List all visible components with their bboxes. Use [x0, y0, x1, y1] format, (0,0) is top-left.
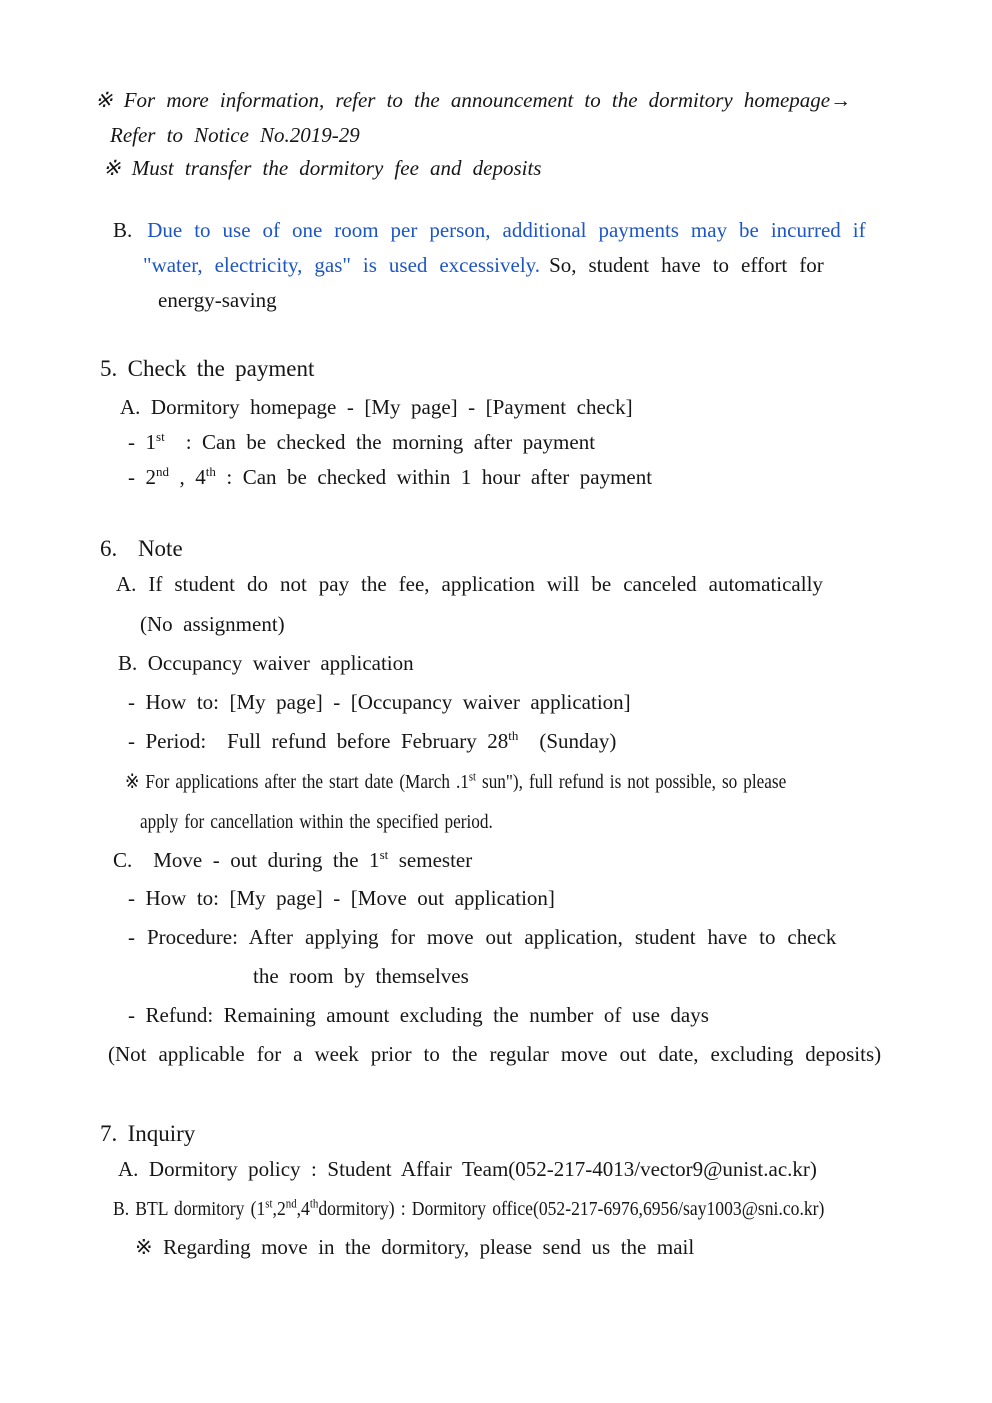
- section-6-heading: [100, 535, 183, 563]
- item-b7-pre: B. BTL dormitory (1: [113, 1198, 266, 1220]
- section-6-c-procedure-1: [128, 925, 836, 950]
- section-6-item-a-2-text: (No assignment): [140, 612, 285, 636]
- section-5-heading-text: 5. Check the payment: [100, 356, 315, 381]
- b-note-pre: ※ For applications after the start date (March .1: [125, 771, 469, 793]
- item-b-black-2: So, student have to effort for: [549, 253, 824, 277]
- item-c-post: semester: [388, 848, 473, 872]
- top-note-3: [103, 156, 541, 181]
- section-7-heading-text: 7. Inquiry: [100, 1121, 196, 1146]
- period-post: (Sunday): [518, 729, 617, 753]
- section-7-item-a: [118, 1157, 817, 1182]
- item-b7-m1: ,2: [272, 1198, 286, 1220]
- item-b-blue-1: Due to use of one room per person, additional payments may be incurred if: [147, 218, 866, 242]
- section-6-item-a-2: [140, 612, 285, 637]
- section-5-item-a: [120, 395, 633, 420]
- section-6-heading-text: 6. Note: [100, 536, 183, 561]
- section-6-b-period: [128, 729, 616, 754]
- section-6-item-c: [113, 848, 472, 873]
- bullet-2-post: : Can be checked within 1 hour after payment: [215, 465, 653, 489]
- bullet-2-sup1: nd: [156, 464, 170, 479]
- item-c-pre: C. Move - out during the 1: [113, 848, 380, 872]
- item-b7-post: dormitory) : Dormitory office(052-217-6976,6956/say1003@sni.co.kr): [318, 1198, 825, 1220]
- section-6-c-refund-note-text: (Not applicable for a week prior to the regular move out date, excluding deposits): [108, 1042, 882, 1066]
- section-6-b-note-2-text: apply for cancellation within the specified period.: [140, 811, 493, 833]
- top-note-1-text: ※ For more information, refer to the announcement to the dormitory homepage→: [95, 88, 852, 112]
- item-b7-sup1: st: [265, 1196, 273, 1211]
- bullet-1-pre: - 1: [128, 430, 156, 454]
- section-6-c-refund-note: [108, 1042, 881, 1067]
- section-5-bullet-1: [128, 430, 595, 455]
- section-6-c-refund: [128, 1003, 709, 1028]
- bullet-1-post: : Can be checked the morning after payment: [164, 430, 596, 454]
- section-6-c-procedure-1-text: - Procedure: After applying for move out application, student have to check: [128, 925, 837, 949]
- section-7-item-b: [113, 1197, 824, 1221]
- item-b-label: B.: [113, 218, 133, 242]
- item-b-line-3-text: energy-saving: [158, 288, 277, 312]
- top-note-2-text: Refer to Notice No.2019-29: [110, 123, 360, 147]
- item-c-sup: st: [379, 847, 389, 862]
- section-6-c-howto-text: - How to: [My page] - [Move out application]: [128, 886, 555, 910]
- bullet-2-mid: , 4: [169, 465, 206, 489]
- b-note-post: sun"), full refund is not possible, so please: [475, 771, 787, 793]
- period-pre: - Period: Full refund before February 28: [128, 729, 509, 753]
- item-b-line-3: [158, 288, 277, 313]
- section-6-item-b-text: B. Occupancy waiver application: [118, 651, 414, 675]
- bullet-2-pre: - 2: [128, 465, 156, 489]
- section-7-note-text: ※ Regarding move in the dormitory, please send us the mail: [135, 1235, 695, 1259]
- bullet-1-sup: st: [156, 429, 165, 444]
- item-b7-m2: ,4: [296, 1198, 310, 1220]
- section-5-item-a-text: A. Dormitory homepage - [My page] - [Payment check]: [120, 395, 633, 419]
- section-7-heading: [100, 1120, 195, 1148]
- bullet-2-sup2: th: [205, 464, 216, 479]
- item-b-blue-2: "water, electricity, gas" is used excessively.: [143, 253, 541, 277]
- item-b-line-2: [143, 253, 824, 278]
- section-6-b-howto: [128, 690, 631, 715]
- item-b7-sup2: nd: [285, 1196, 297, 1211]
- section-6-item-b: [118, 651, 414, 676]
- section-6-item-a-1-text: A. If student do not pay the fee, application will be canceled automatically: [116, 572, 823, 596]
- section-7-item-a-text: A. Dormitory policy : Student Affair Team(052-217-4013/vector9@unist.ac.kr): [118, 1157, 817, 1181]
- section-7-note: [135, 1235, 694, 1260]
- item-b7-sup3: th: [309, 1196, 319, 1211]
- section-6-b-note-1: [125, 770, 786, 794]
- section-5-heading: [100, 355, 314, 383]
- section-6-b-howto-text: - How to: [My page] - [Occupancy waiver application]: [128, 690, 631, 714]
- section-6-c-refund-text: - Refund: Remaining amount excluding the number of use days: [128, 1003, 709, 1027]
- top-note-2: [110, 123, 360, 148]
- top-note-1: [95, 88, 851, 113]
- item-b-line-1: [113, 218, 866, 243]
- section-6-c-procedure-2-text: the room by themselves: [253, 964, 469, 988]
- section-6-c-procedure-2: [253, 964, 469, 989]
- section-6-c-howto: [128, 886, 555, 911]
- section-6-b-note-2: [140, 810, 493, 834]
- top-note-3-text: ※ Must transfer the dormitory fee and deposits: [103, 156, 542, 180]
- section-6-item-a-1: [116, 572, 823, 597]
- period-sup: th: [508, 728, 519, 743]
- section-5-bullet-2: [128, 465, 652, 490]
- b-note-sup: st: [468, 769, 476, 784]
